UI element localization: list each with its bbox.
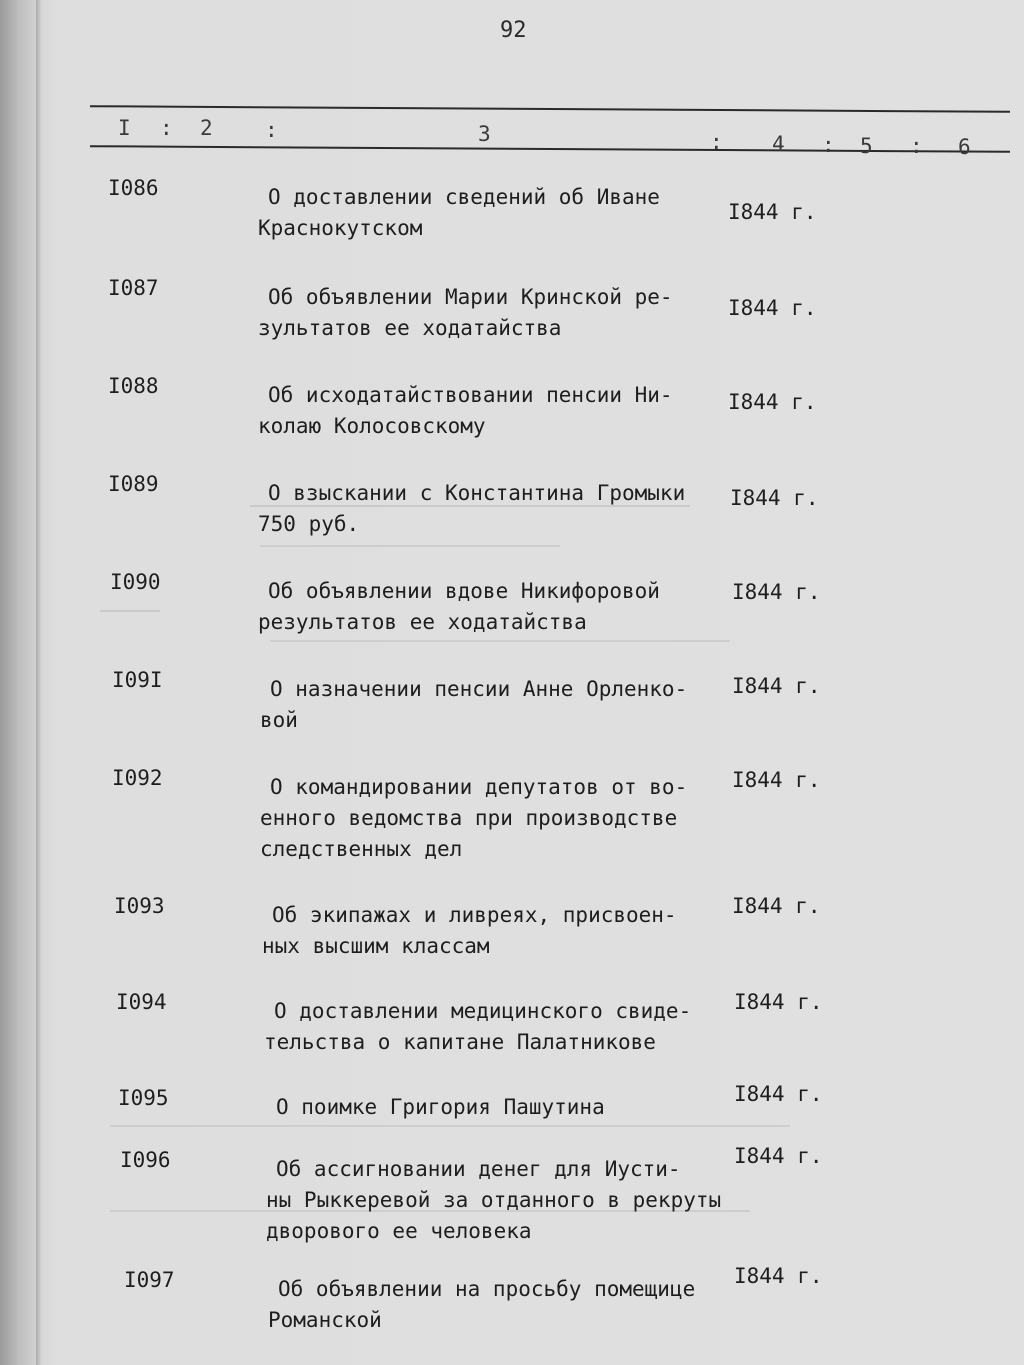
- header-top-rule: [90, 105, 1010, 113]
- record-description-line: колаю Колосовскому: [258, 414, 486, 438]
- record-description: [276, 1092, 605, 1123]
- record-description-line: ны Рыккеревой за отданного в рекруты: [266, 1188, 722, 1212]
- record-year: I844 г.: [734, 1082, 823, 1106]
- record-year: I844 г.: [734, 1144, 823, 1168]
- header-col-4: 4: [772, 132, 785, 156]
- record-description: [264, 996, 692, 1058]
- record-number: I09I: [112, 668, 163, 692]
- record-number: I095: [118, 1086, 169, 1110]
- record-description-line: енного ведомства при производстве: [260, 806, 678, 830]
- record-number: I096: [120, 1148, 171, 1172]
- record-description-line: ных высшим классам: [262, 934, 490, 958]
- record-number: I093: [114, 894, 165, 918]
- record-description: [258, 182, 660, 244]
- record-description: [266, 1154, 722, 1247]
- record-description-line: Об объявлении вдове Никифоровой: [268, 579, 660, 603]
- record-description-line: результатов ее ходатайства: [258, 610, 587, 634]
- record-description-line: дворового ее человека: [266, 1219, 532, 1243]
- record-number: I094: [116, 990, 167, 1014]
- record-description-line: О взыскании с Константина Громыки: [268, 481, 686, 505]
- record-description-line: зультатов ее ходатайства: [258, 316, 562, 340]
- record-number: I092: [112, 766, 163, 790]
- record-number: I090: [110, 570, 161, 594]
- record-year: I844 г.: [734, 1264, 823, 1288]
- header-col-1: I: [118, 116, 131, 140]
- header-col-3: 3: [478, 122, 491, 146]
- header-col-2: 2: [200, 116, 213, 140]
- header-col-5: 5: [860, 134, 873, 158]
- record-description-line: Романской: [268, 1308, 382, 1332]
- record-number: I087: [108, 276, 159, 300]
- record-description-line: О доставлении медицинского свиде-: [274, 999, 692, 1023]
- record-description: [262, 900, 677, 962]
- record-year: I844 г.: [728, 296, 817, 320]
- header-separator: :: [822, 133, 835, 157]
- record-description-line: О командировании депутатов от во-: [270, 775, 688, 799]
- record-number: I089: [108, 472, 159, 496]
- record-number: I097: [124, 1268, 175, 1292]
- header-col-6: 6: [958, 135, 971, 159]
- record-description: [258, 380, 673, 442]
- record-description: [268, 1274, 696, 1336]
- record-description-line: О поимке Григория Пашутина: [276, 1095, 605, 1119]
- record-number: I086: [108, 176, 159, 200]
- record-description-line: О доставлении сведений об Иване: [268, 185, 660, 209]
- record-description: [258, 576, 660, 638]
- header-separator: :: [910, 134, 923, 158]
- page-binding-shadow: [36, 0, 42, 1365]
- bleed-through-mark: [110, 1125, 790, 1127]
- record-year: I844 г.: [732, 768, 821, 792]
- record-year: I844 г.: [734, 990, 823, 1014]
- header-separator: :: [160, 116, 173, 140]
- record-year: I844 г.: [730, 486, 819, 510]
- record-description-line: следственных дел: [260, 837, 463, 861]
- record-description: [260, 674, 688, 736]
- record-description-line: О назначении пенсии Анне Орленко-: [270, 677, 688, 701]
- record-description: [260, 772, 688, 865]
- record-description: [258, 478, 686, 540]
- record-description-line: Об ассигновании денег для Иусти-: [276, 1157, 681, 1181]
- record-year: I844 г.: [732, 674, 821, 698]
- record-description: [258, 282, 673, 344]
- record-description-line: тельства о капитане Палатникове: [264, 1030, 656, 1054]
- record-description-line: Об объявлении Марии Кринской ре-: [268, 285, 673, 309]
- record-number: I088: [108, 374, 159, 398]
- record-description-line: Об исходатайствовании пенсии Ни-: [268, 383, 673, 407]
- header-separator: :: [710, 130, 723, 154]
- record-description-line: Об экипажах и ливреях, присвоен-: [272, 903, 677, 927]
- record-year: I844 г.: [732, 580, 821, 604]
- bleed-through-mark: [270, 640, 730, 642]
- record-year: I844 г.: [728, 200, 817, 224]
- record-description-line: Об объявлении на просьбу помещице: [278, 1277, 696, 1301]
- bleed-through-mark: [260, 545, 560, 547]
- bleed-through-mark: [100, 610, 160, 612]
- record-description-line: 750 руб.: [258, 512, 360, 536]
- page-number: 92: [500, 18, 527, 43]
- record-year: I844 г.: [728, 390, 817, 414]
- record-description-line: Краснокутском: [258, 216, 423, 240]
- record-year: I844 г.: [732, 894, 821, 918]
- header-separator: :: [265, 118, 278, 142]
- record-description-line: вой: [260, 708, 298, 732]
